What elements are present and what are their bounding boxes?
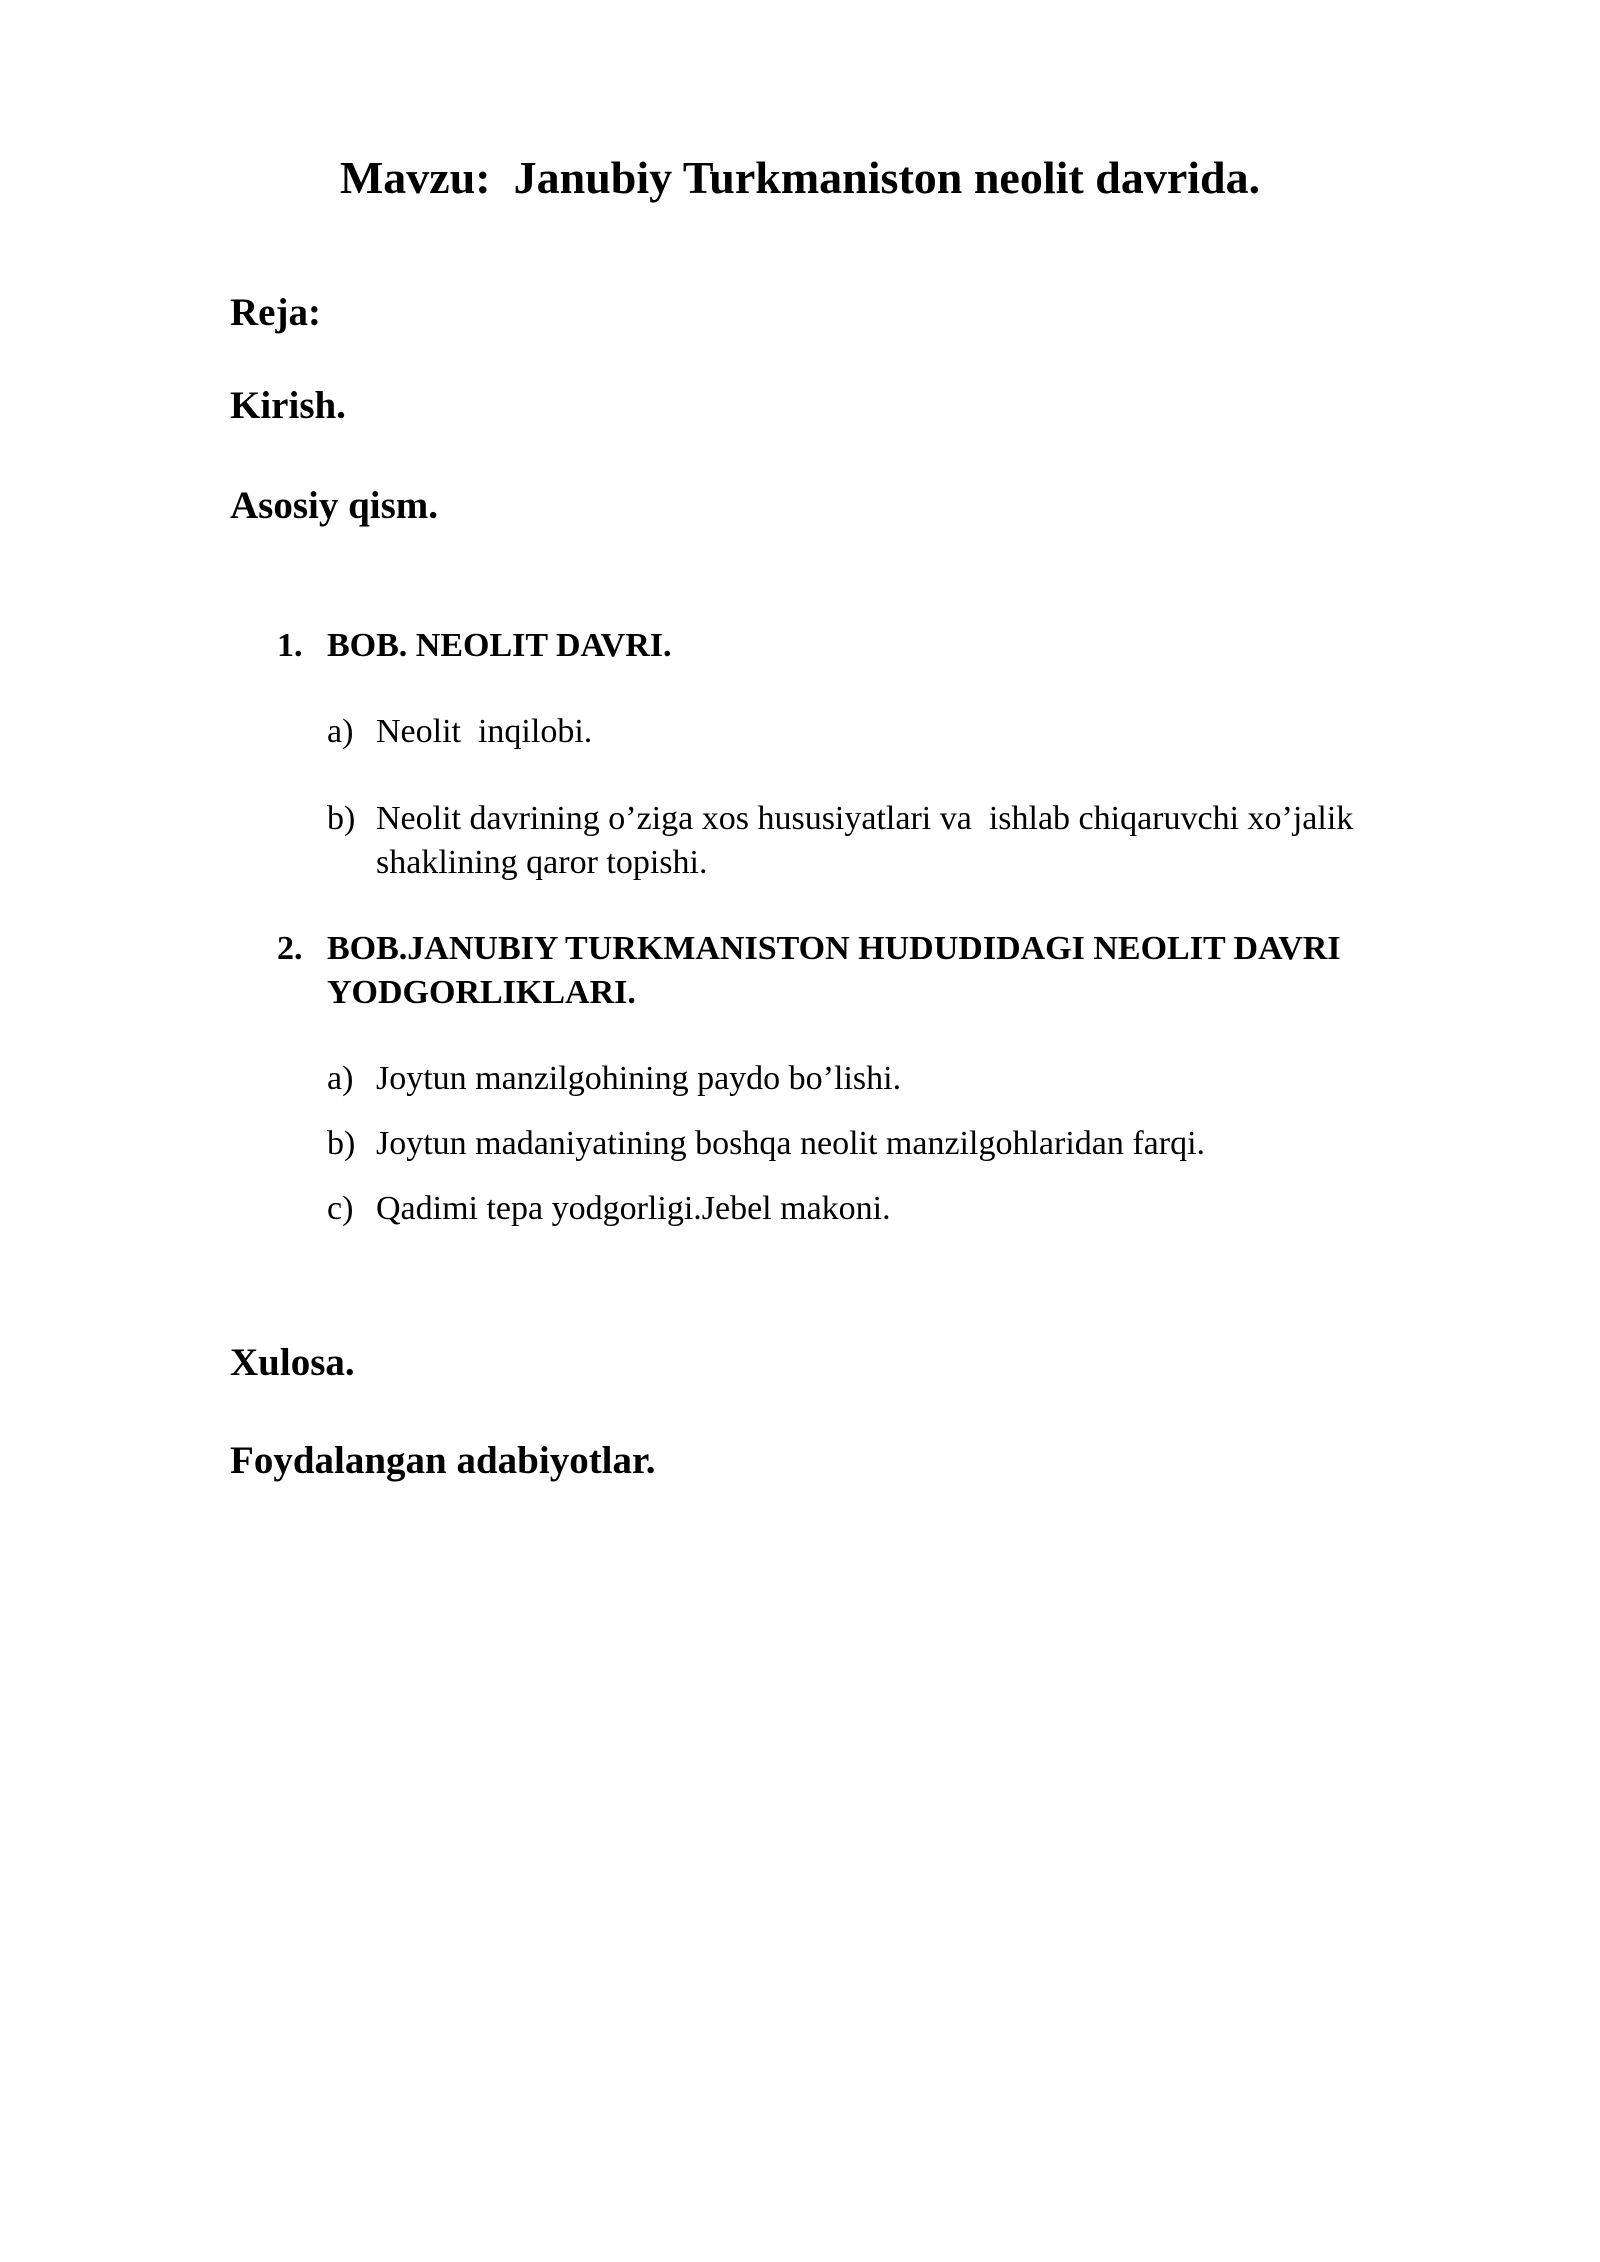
item-text: Joytun madaniyatining boshqa neolit manzilgohlaridan farqi. [376, 1125, 1206, 1162]
chapter-1 [277, 624, 1477, 668]
chapter-2-item-a [327, 1057, 1477, 1101]
chapter-2-title: BOB.JANUBIY TURKMANISTON HUDUDIDAGI NEOLIT DAVRI YODGORLIKLARI. [327, 930, 1341, 1011]
item-letter: c) [327, 1190, 354, 1227]
intro-heading: Kirish. [230, 384, 346, 427]
item-text: Neolit davrining o’ziga xos hususiyatlari va ishlab chiqaruvchi xo’jalik shaklining qaror topishi. [376, 800, 1362, 881]
references-heading: Foydalangan adabiyotlar. [230, 1439, 656, 1482]
item-text: Neolit inqilobi. [376, 713, 593, 750]
item-letter: b) [327, 800, 356, 837]
plan-heading: Reja: [230, 291, 321, 334]
main-part-heading: Asosiy qism. [230, 484, 439, 527]
chapter-2-number: 2. [277, 930, 303, 967]
chapter-2-item-b [327, 1122, 1477, 1166]
chapter-1-title: BOB. NEOLIT DAVRI. [327, 627, 672, 664]
conclusion-heading: Xulosa. [230, 1341, 355, 1384]
chapter-1-item-b [327, 797, 1477, 885]
document-title: Mavzu: Janubiy Turkmaniston neolit davrida. [339, 152, 1261, 203]
item-letter: b) [327, 1125, 356, 1162]
item-letter: a) [327, 1060, 354, 1097]
chapter-1-item-a [327, 710, 1477, 754]
item-letter: a) [327, 713, 354, 750]
chapter-2-item-c [327, 1187, 1477, 1231]
chapter-2 [277, 927, 1477, 1015]
chapter-1-number: 1. [277, 627, 303, 664]
item-text: Qadimi tepa yodgorligi.Jebel makoni. [376, 1190, 891, 1227]
item-text: Joytun manzilgohining paydo bo’lishi. [376, 1060, 902, 1097]
